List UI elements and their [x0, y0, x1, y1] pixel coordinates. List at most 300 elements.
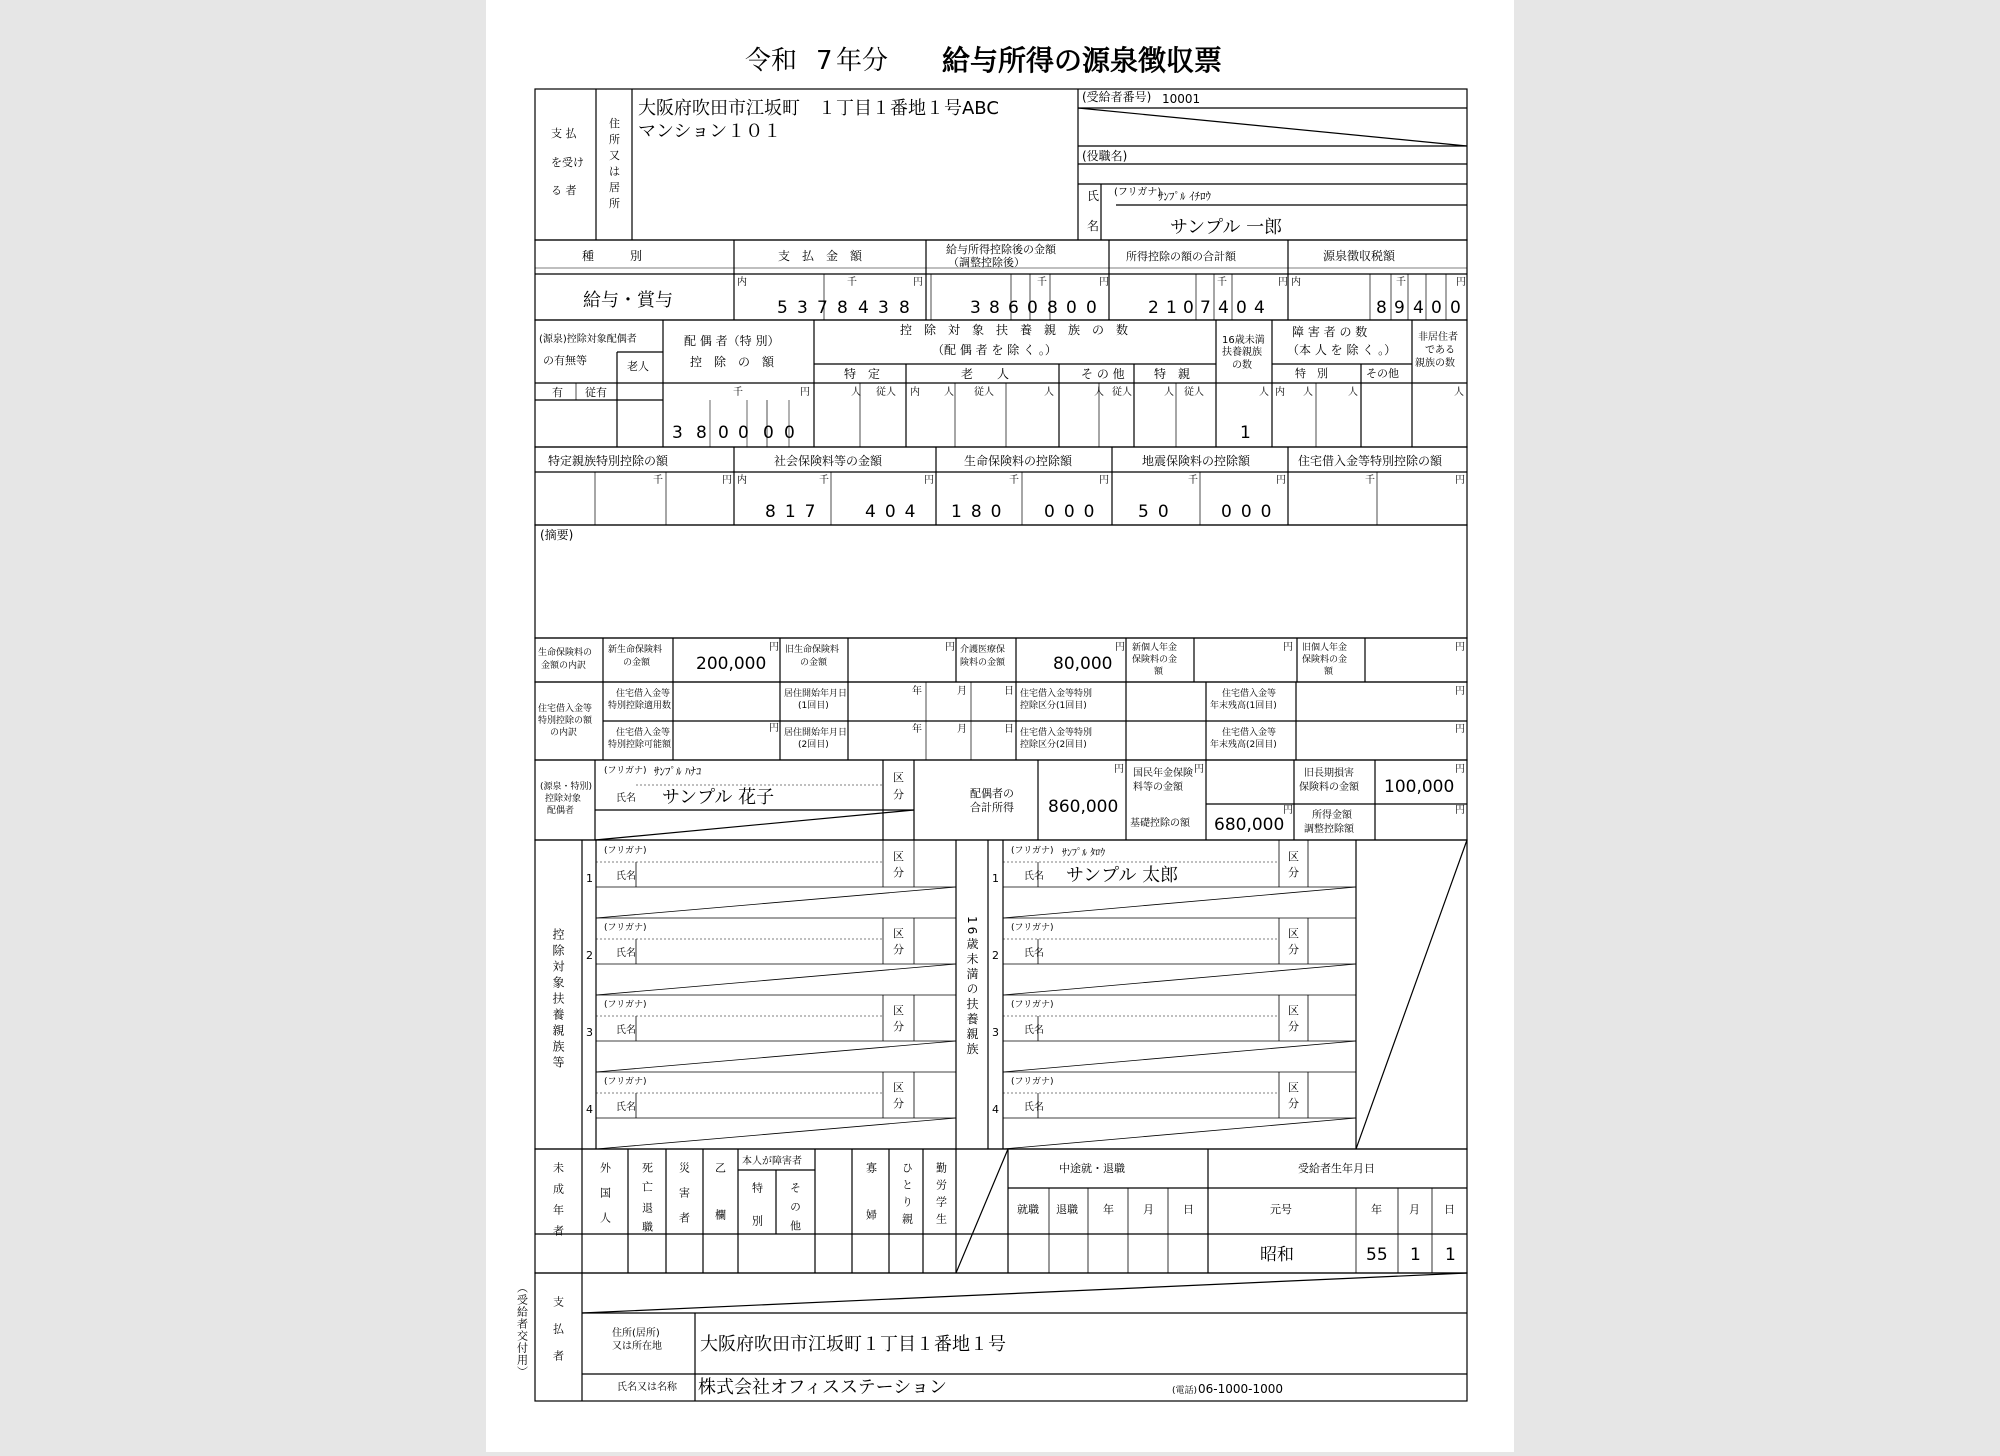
svg-text:内: 内	[737, 277, 747, 288]
payer-name: 株式会社オフィスステーション	[698, 1377, 947, 1398]
svg-text:人: 人	[1303, 387, 1313, 398]
svg-text:分: 分	[1288, 1020, 1299, 1033]
income-header-after-deduction: 給与所得控除後の金額	[946, 243, 1056, 256]
svg-text:人: 人	[1259, 387, 1269, 398]
svg-text:2: 2	[992, 949, 999, 962]
payer-label: 支払者	[551, 1296, 565, 1377]
insurance-header-housing: 住宅借入金等特別控除の額	[1298, 454, 1443, 468]
svg-text:千: 千	[1037, 277, 1047, 288]
insurance-header-life: 生命保険料の控除額	[964, 454, 1073, 468]
svg-text:区: 区	[893, 927, 904, 940]
svg-text:(フリガナ): (フリガナ)	[604, 1077, 647, 1087]
svg-text:人: 人	[944, 387, 954, 398]
spouse-deduction-digit: 0	[763, 423, 774, 443]
under16-label-1: 16歳未満	[1222, 335, 1265, 346]
svg-text:月: 月	[957, 724, 967, 735]
recipient-furigana: ｻﾝﾌﾟﾙ ｲﾁﾛｳ	[1158, 190, 1211, 203]
housing-label-3: の内訳	[550, 728, 578, 738]
spouse-cohab-label: 従有	[585, 386, 607, 399]
svg-text:分: 分	[1288, 1097, 1299, 1110]
category2-label-2: 控除区分(2回目)	[1020, 740, 1087, 750]
social-insurance-yen: 404	[865, 502, 925, 522]
payer-phone-label: (電話)	[1172, 1386, 1198, 1396]
old-pension-label-2: 保険料の金	[1302, 655, 1348, 665]
spouse-deduction-digit: 0	[738, 423, 749, 443]
svg-text:千: 千	[819, 475, 829, 486]
specified-label: 特 定	[844, 367, 881, 381]
svg-text:年: 年	[912, 686, 922, 697]
spouse-income-label-1: 配偶者の	[970, 787, 1014, 800]
dependent-row-numbers	[586, 872, 999, 1116]
svg-text:千: 千	[1188, 475, 1198, 486]
svg-text:千: 千	[1009, 475, 1019, 486]
payer-text	[552, 1295, 1284, 1398]
pension-label-2: 料等の金額	[1133, 782, 1183, 793]
recipient-id: 10001	[1162, 92, 1201, 106]
svg-text:内: 内	[1291, 277, 1301, 288]
svg-text:円: 円	[1455, 475, 1465, 486]
tax-digit: 8	[1376, 298, 1387, 318]
name-label-2: 名	[1087, 219, 1100, 233]
svg-text:円: 円	[1099, 475, 1109, 486]
svg-text:内: 内	[1275, 387, 1285, 398]
flag-retire: 退職	[640, 1202, 654, 1240]
svg-text:氏名: 氏名	[1024, 1025, 1044, 1036]
spouse-label-3: 配偶者	[547, 806, 575, 816]
withholding-tax-amount	[1376, 298, 1461, 318]
dependent-name-labels	[616, 869, 1044, 1113]
svg-text:円: 円	[913, 277, 923, 288]
svg-text:円: 円	[722, 475, 732, 486]
under16-name-1: サンプル 太郎	[1066, 865, 1179, 886]
svg-text:氏名: 氏名	[616, 1025, 636, 1036]
income-text	[582, 242, 1466, 318]
new-life-label-2: の金額	[623, 658, 651, 668]
insurance-text	[548, 453, 1465, 522]
address-label-2: 所	[609, 133, 620, 146]
balance1-label-2: 年末残高(1回目)	[1210, 701, 1277, 711]
life-breakdown-text	[538, 641, 1465, 677]
svg-text:氏名: 氏名	[1024, 871, 1044, 882]
old-pension-yen-unit: 円	[1455, 642, 1465, 653]
withholding-slip-form	[486, 0, 1514, 1452]
deduction-total-digit: 0	[1183, 298, 1194, 318]
svg-text:区: 区	[1288, 927, 1299, 940]
svg-text:2: 2	[586, 949, 593, 962]
pension-label-1: 国民年金保険	[1133, 768, 1193, 779]
spouse-furigana-label: (フリガナ)	[604, 766, 647, 776]
recipient-furigana-label: (フリガナ)	[1114, 187, 1162, 198]
pension-yen-unit: 円	[1194, 764, 1204, 775]
new-life-label-1: 新生命保険料	[608, 645, 663, 655]
flag-disaster: 災害者	[677, 1162, 691, 1237]
svg-text:人: 人	[851, 387, 861, 398]
payment-digit: 4	[858, 298, 869, 318]
address-label-3: 又	[609, 149, 620, 162]
dependents-list-text	[551, 845, 1299, 1116]
new-pension-label-2: 保険料の金	[1132, 655, 1178, 665]
deduction-total-digit: 1	[1166, 298, 1177, 318]
flag-disabled-self: 本人が障害者	[742, 1156, 802, 1167]
start2-label-2: (2回目)	[798, 740, 829, 750]
spouse-deduction-digit: 0	[718, 423, 729, 443]
new-pension-yen-unit: 円	[1283, 642, 1293, 653]
position-label: (役職名)	[1082, 149, 1128, 163]
category1-label-2: 控除区分(1回目)	[1020, 701, 1087, 711]
disabled-label-1: 障 害 者 の 数	[1292, 325, 1368, 339]
flag-single-parent: ひとり親	[900, 1162, 914, 1230]
svg-text:千: 千	[1365, 475, 1375, 486]
dependents-count-note: （配 偶 者 を 除 く 。）	[932, 343, 1057, 357]
svg-text:円: 円	[1099, 277, 1109, 288]
payer-phone: 06-1000-1000	[1198, 1382, 1284, 1396]
category2-label-1: 住宅借入金等特別	[1020, 728, 1093, 738]
deduction-total-digit: 4	[1254, 298, 1265, 318]
spouse-kubun-1: 区	[893, 771, 904, 784]
birth-day: 1	[1445, 1245, 1456, 1265]
after-deduction-digit: 3	[970, 298, 981, 318]
svg-text:分: 分	[893, 1020, 904, 1033]
svg-text:円: 円	[1278, 277, 1288, 288]
spouse-name: サンプル 花子	[662, 787, 775, 808]
svg-text:氏名: 氏名	[616, 1102, 636, 1113]
new-life-amount: 200,000	[696, 654, 767, 674]
elderly-label: 老人	[627, 360, 649, 373]
svg-text:1: 1	[586, 872, 593, 885]
spouse-deduction-thousand-unit: 千	[733, 387, 743, 398]
recipient-label-2: を受け	[551, 156, 584, 169]
old-damage-amount: 100,000	[1384, 777, 1455, 797]
insurance-header-social: 社会保険料等の金額	[774, 454, 883, 468]
spouse-flag-label-2: の有無等	[543, 354, 587, 367]
nonres-label-1: 非居住者	[1418, 332, 1458, 343]
spouse-income-label-2: 合計所得	[970, 801, 1014, 814]
spouse-flag-label-1: (源泉)控除対象配偶者	[539, 334, 637, 345]
svg-text:内: 内	[910, 387, 920, 398]
payment-digit: 3	[797, 298, 808, 318]
housing-applicable-label-1: 住宅借入金等	[616, 689, 671, 699]
birth-label: 受給者生年月日	[1298, 1162, 1375, 1175]
svg-text:分: 分	[893, 866, 904, 879]
after-deduction-digit: 8	[1047, 298, 1058, 318]
nonres-label-2: である	[1425, 345, 1455, 356]
title-era: 令和	[745, 46, 798, 76]
svg-text:氏名: 氏名	[1024, 948, 1044, 959]
employed-label: 就職	[1017, 1203, 1039, 1216]
svg-text:人: 人	[1044, 387, 1054, 398]
under16-vertical-label: 16歳未満の扶養親族	[965, 916, 979, 1058]
mid-term-label: 中途就・退職	[1059, 1162, 1125, 1175]
payment-digit: 5	[777, 298, 788, 318]
life-insurance-thousand: 180	[951, 502, 1011, 522]
under16-label-3: の数	[1232, 360, 1252, 371]
new-pension-label-1: 新個人年金	[1132, 643, 1178, 653]
care-label-1: 介護医療保	[960, 645, 1006, 655]
life-breakdown-label-1: 生命保険料の	[538, 648, 593, 658]
housing-possible-label-2: 特別控除可能額	[608, 740, 672, 750]
svg-text:(フリガナ): (フリガナ)	[1011, 1000, 1054, 1010]
svg-text:従人: 従人	[876, 387, 896, 398]
deduction-total-digit: 4	[1218, 298, 1229, 318]
old-life-label-2: の金額	[800, 658, 828, 668]
form-title	[745, 44, 1222, 77]
birth-day-label: 日	[1444, 1203, 1455, 1216]
under16-count: 1	[1240, 423, 1251, 443]
start1-label-1: 居住開始年月日	[784, 689, 848, 699]
payment-amount	[777, 298, 910, 318]
svg-text:3: 3	[586, 1026, 593, 1039]
svg-text:従人: 従人	[1112, 387, 1132, 398]
svg-text:分: 分	[893, 1097, 904, 1110]
dependents-count-units	[851, 385, 1464, 398]
address-label-6: 所	[609, 197, 620, 210]
after-deduction-digit: 0	[1027, 298, 1038, 318]
new-life-yen-unit: 円	[769, 642, 779, 653]
recipient-address-line2: マンション１０１	[638, 121, 782, 142]
payment-digit: 8	[899, 298, 910, 318]
flag-minor: 未成年者	[551, 1162, 565, 1246]
svg-text:(フリガナ): (フリガナ)	[1011, 1077, 1054, 1087]
svg-text:円: 円	[1456, 277, 1466, 288]
housing-label-1: 住宅借入金等	[538, 704, 593, 714]
birth-year-label: 年	[1371, 1203, 1382, 1216]
copy-type-note: （受給者交付用）	[515, 1282, 529, 1378]
after-deduction-digit: 6	[1008, 298, 1019, 318]
basic-deduction-label: 基礎控除の額	[1130, 818, 1190, 829]
balance1-yen-unit: 円	[1455, 686, 1465, 697]
old-damage-yen-unit: 円	[1455, 764, 1465, 775]
basic-deduction-yen-unit: 円	[1283, 805, 1293, 816]
insurance-header-specified-relative: 特定親族特別控除の額	[548, 454, 669, 468]
income-units	[737, 275, 1466, 288]
recipient-address-line1: 大阪府吹田市江坂町 １丁目１番地１号ABC	[638, 98, 999, 119]
svg-text:内: 内	[737, 475, 747, 486]
svg-text:円: 円	[924, 475, 934, 486]
earthquake-insurance-yen: 000	[1221, 502, 1281, 522]
deduction-total-digit: 7	[1200, 298, 1211, 318]
svg-text:3: 3	[992, 1026, 999, 1039]
dependent-furigana-labels	[604, 845, 1054, 1087]
balance1-label-1: 住宅借入金等	[1222, 689, 1277, 699]
housing-possible-label-1: 住宅借入金等	[616, 728, 671, 738]
spouse-deduction-label-2: 控 除 の 額	[690, 355, 775, 369]
basic-deduction-amount: 680,000	[1214, 815, 1285, 835]
income-type: 給与・賞与	[583, 290, 673, 311]
spouse-label-1: (源泉・特別)	[540, 782, 593, 792]
payer-name-label: 氏名又は名称	[617, 1382, 677, 1393]
housing-section	[535, 682, 1467, 760]
other-label: そ の 他	[1081, 367, 1125, 381]
old-pension-label-3: 額	[1324, 667, 1334, 677]
svg-text:(フリガナ): (フリガナ)	[604, 846, 647, 856]
svg-text:1: 1	[992, 872, 999, 885]
spouse-text	[540, 763, 1465, 835]
special-label: 特 別	[1295, 367, 1328, 380]
svg-text:氏名: 氏名	[616, 871, 636, 882]
dependents-list-section	[535, 840, 1467, 1149]
special-cohab-label: 特 親	[1154, 367, 1191, 381]
life-insurance-yen: 000	[1044, 502, 1104, 522]
adjust-label-2: 調整控除額	[1304, 824, 1354, 835]
dependents-vertical-label: 控除対象扶養親族等	[551, 928, 565, 1072]
svg-text:4: 4	[992, 1103, 999, 1116]
spouse-label-2: 控除対象	[545, 794, 582, 804]
recipient-id-label: (受給者番号)	[1082, 90, 1152, 104]
flag-death: 死亡	[640, 1162, 654, 1200]
income-header-tax: 源泉徴収税額	[1323, 249, 1396, 263]
mid-term-year-label: 年	[1103, 1203, 1114, 1216]
svg-text:(フリガナ): (フリガナ)	[1011, 923, 1054, 933]
svg-text:千: 千	[1217, 277, 1227, 288]
dependent-kubun-labels	[893, 850, 1299, 1110]
spouse-deduction-yen-unit: 円	[800, 387, 810, 398]
old-label: 老 人	[961, 367, 1010, 381]
balance2-yen-unit: 円	[1455, 724, 1465, 735]
spouse-deduction-label-1: 配 偶 者（特 別）	[684, 334, 780, 348]
svg-text:分: 分	[893, 943, 904, 956]
retired-label: 退職	[1056, 1203, 1078, 1216]
svg-text:分: 分	[1288, 943, 1299, 956]
svg-text:従人: 従人	[974, 387, 994, 398]
address-label-4: は	[609, 165, 620, 178]
spouse-yes-label: 有	[552, 386, 563, 399]
other2-label: その他	[1366, 367, 1399, 380]
spouse-income-yen-unit: 円	[1114, 764, 1124, 775]
after-deduction-digit: 8	[989, 298, 1000, 318]
under16-furigana-1: ｻﾝﾌﾟﾙ ﾀﾛｳ	[1062, 848, 1106, 859]
housing-date-units	[912, 684, 1014, 735]
income-header-adjusted: （調整控除後）	[948, 256, 1025, 269]
payment-digit: 3	[878, 298, 889, 318]
care-amount: 80,000	[1053, 654, 1113, 674]
payment-digit: 8	[837, 298, 848, 318]
tax-digit: 4	[1413, 298, 1424, 318]
flag-foreign: 外国人	[598, 1162, 612, 1237]
adjust-label-1: 所得金額	[1312, 810, 1352, 821]
svg-text:日: 日	[1004, 686, 1014, 697]
svg-text:(フリガナ): (フリガナ)	[604, 923, 647, 933]
svg-text:千: 千	[1396, 277, 1406, 288]
care-label-2: 険料の金額	[960, 658, 1006, 668]
svg-text:日: 日	[1004, 724, 1014, 735]
remarks-label: (摘要)	[540, 528, 574, 542]
svg-text:千: 千	[653, 475, 663, 486]
title-year: 7	[816, 46, 833, 76]
svg-text:(フリガナ): (フリガナ)	[1011, 846, 1054, 856]
mid-term-month-label: 月	[1143, 1203, 1154, 1216]
tax-digit: 0	[1431, 298, 1442, 318]
spouse-furigana: ｻﾝﾌﾟﾙ ﾊﾅｺ	[654, 765, 702, 778]
insurance-units	[653, 473, 1465, 486]
svg-text:人: 人	[1348, 387, 1358, 398]
old-life-yen-unit: 円	[945, 642, 955, 653]
svg-text:円: 円	[1276, 475, 1286, 486]
withholding-slip-paper	[486, 0, 1514, 1452]
earthquake-insurance-thousand: 50	[1138, 502, 1178, 522]
birth-month-label: 月	[1409, 1203, 1420, 1216]
era-label: 元号	[1270, 1203, 1292, 1216]
flag-widow: 寡婦	[864, 1162, 878, 1256]
care-yen-unit: 円	[1115, 642, 1125, 653]
start1-label-2: (1回目)	[798, 701, 829, 711]
start2-label-1: 居住開始年月日	[784, 728, 848, 738]
housing-applicable-label-2: 特別控除適用数	[608, 701, 672, 711]
deduction-total-amount	[1148, 298, 1265, 318]
payment-digit: 7	[817, 298, 828, 318]
svg-text:人: 人	[1164, 387, 1174, 398]
insurance-header-earthquake: 地震保険料の控除額	[1142, 454, 1251, 468]
flags-text	[552, 1154, 1456, 1265]
svg-text:人: 人	[1454, 387, 1464, 398]
housing-text	[538, 684, 1465, 750]
svg-text:千: 千	[847, 277, 857, 288]
category1-label-1: 住宅借入金等特別	[1020, 689, 1093, 699]
balance2-label-1: 住宅借入金等	[1222, 728, 1277, 738]
after-deduction-digit: 0	[1066, 298, 1077, 318]
spouse-deduction-digit: 3	[672, 423, 683, 443]
spouse-income: 860,000	[1048, 797, 1119, 817]
income-header-payment: 支 払 金 額	[778, 249, 863, 263]
tax-digit: 9	[1394, 298, 1405, 318]
adjust-yen-unit: 円	[1455, 805, 1465, 816]
old-pension-label-1: 旧個人年金	[1302, 643, 1348, 653]
old-damage-label-2: 保険料の金額	[1299, 782, 1359, 793]
social-insurance-thousand: 817	[765, 502, 825, 522]
nonres-label-3: 親族の数	[1415, 358, 1455, 369]
payer-address-label-2: 又は所在地	[612, 1341, 662, 1352]
svg-text:区: 区	[1288, 850, 1299, 863]
svg-text:氏名: 氏名	[616, 948, 636, 959]
spouse-name-label: 氏名	[616, 793, 636, 804]
recipient-label-3: る 者	[551, 184, 577, 197]
svg-text:月: 月	[957, 686, 967, 697]
svg-text:区: 区	[893, 850, 904, 863]
flag-otsu: 乙欄	[713, 1162, 727, 1256]
address-label-1: 住	[609, 117, 620, 130]
spouse-kubun-2: 分	[893, 788, 904, 801]
svg-text:分: 分	[1288, 866, 1299, 879]
spouse-deduction-digit: 8	[696, 423, 707, 443]
svg-text:区: 区	[1288, 1004, 1299, 1017]
svg-text:(フリガナ): (フリガナ)	[604, 1000, 647, 1010]
flag-special: 特別	[750, 1182, 764, 1248]
disabled-label-2: （本 人 を 除 く 。）	[1287, 343, 1397, 357]
old-damage-label-1: 旧長期損害	[1304, 768, 1354, 779]
name-label-1: 氏	[1087, 189, 1100, 203]
svg-text:従人: 従人	[1184, 387, 1204, 398]
life-breakdown-label-2: 金額の内訳	[541, 661, 587, 671]
payer-address-label-1: 住所(居所)	[612, 1328, 660, 1339]
svg-text:人: 人	[1094, 387, 1104, 398]
housing-label-2: 特別控除の額	[538, 716, 593, 726]
income-header-type: 種 別	[582, 249, 643, 263]
birth-year: 55	[1366, 1245, 1388, 1265]
income-header-deduction-total: 所得控除の額の合計額	[1126, 250, 1236, 263]
recipient-name: サンプル 一郎	[1170, 217, 1283, 238]
svg-text:氏名: 氏名	[1024, 1102, 1044, 1113]
deduction-total-digit: 0	[1236, 298, 1247, 318]
remarks-box	[535, 525, 1467, 638]
svg-text:区: 区	[893, 1004, 904, 1017]
svg-text:区: 区	[1288, 1081, 1299, 1094]
address-label-5: 居	[609, 181, 620, 194]
balance2-label-2: 年末残高(2回目)	[1210, 740, 1277, 750]
payer-address: 大阪府吹田市江坂町１丁目１番地１号	[700, 1334, 1006, 1355]
title-suffix: 年分	[836, 46, 889, 76]
old-life-label-1: 旧生命保険料	[785, 645, 840, 655]
new-pension-label-3: 額	[1154, 667, 1164, 677]
svg-text:4: 4	[586, 1103, 593, 1116]
